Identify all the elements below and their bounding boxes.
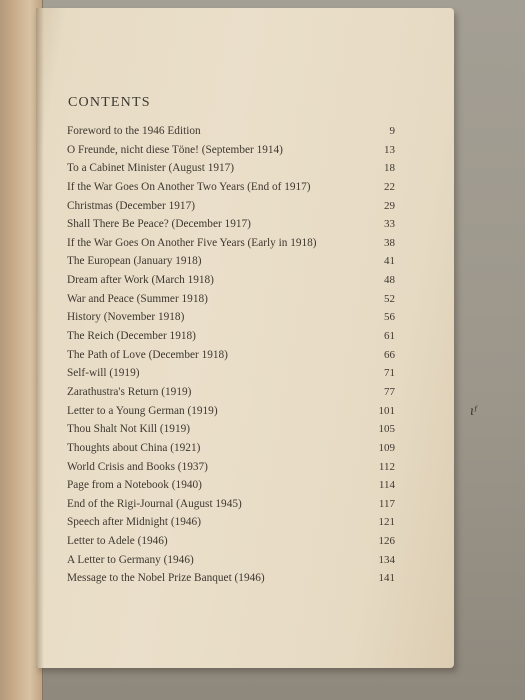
toc-entry (67, 215, 395, 234)
toc-entry-title: War and Peace (Summer 1918) (67, 292, 208, 305)
toc-entry-title: Foreword to the 1946 Edition (67, 125, 201, 137)
toc-entry (67, 495, 395, 514)
toc-entry-title: World Crisis and Books (1937) (67, 460, 208, 473)
toc-entry-title: If the War Goes On Another Two Years (End of 1917) (67, 180, 311, 193)
toc-entry (67, 234, 395, 253)
toc-entry-title: Page from a Notebook (1940) (67, 479, 202, 492)
toc-entry (67, 439, 395, 458)
toc-entry-page: 141 (378, 572, 395, 585)
toc-entry (67, 122, 395, 141)
toc-entry-title: Message to the Nobel Prize Banquet (1946) (67, 572, 265, 585)
toc-entry (67, 364, 395, 383)
toc-entry-page: 126 (378, 535, 395, 548)
toc-entry-title: Speech after Midnight (1946) (67, 516, 201, 529)
toc-entry-page: 71 (384, 367, 395, 380)
toc-entry-page: 134 (378, 553, 395, 566)
toc-entry-page: 101 (378, 404, 395, 417)
toc-entry-page: 61 (384, 330, 395, 343)
toc-entry-title: The Path of Love (December 1918) (67, 348, 228, 361)
toc-entry (67, 252, 395, 271)
toc-entry-title: If the War Goes On Another Five Years (Early in 1918) (67, 236, 317, 249)
toc-entry-title: O Freunde, nicht diese Töne! (September 1914) (67, 143, 283, 156)
toc-entry-title: Christmas (December 1917) (67, 199, 195, 212)
toc-entry-title: The European (January 1918) (67, 255, 202, 268)
toc-entry-page: 38 (384, 236, 395, 249)
toc-entry (67, 290, 395, 309)
toc-entry-page: 13 (384, 143, 395, 156)
toc-entry-title: Shall There Be Peace? (December 1917) (67, 218, 251, 231)
toc-entry-page: 48 (384, 274, 395, 287)
toc-entry-page: 22 (384, 180, 395, 193)
toc-entry (67, 569, 395, 588)
page-gutter-shadow (36, 8, 44, 668)
toc-entry-page: 117 (378, 497, 395, 510)
toc-entry-page: 41 (384, 255, 395, 268)
toc-entry-title: Thou Shalt Not Kill (1919) (67, 423, 191, 436)
toc-entry (67, 159, 395, 178)
toc-entry (67, 346, 395, 365)
toc-entry-page: 105 (378, 423, 395, 436)
toc-entry-page: 109 (378, 441, 395, 454)
toc-entry (67, 551, 395, 570)
toc-entry-page: 66 (384, 348, 395, 361)
toc-entry-page: 9 (389, 125, 395, 137)
toc-entry (67, 178, 395, 197)
toc-entry-title: End of the Rigi-Journal (August 1945) (67, 497, 242, 510)
toc-entry (67, 402, 395, 421)
toc-entry-title: The Reich (December 1918) (67, 330, 196, 343)
contents-heading: CONTENTS (68, 95, 151, 110)
toc-entry (67, 271, 395, 290)
toc-entry-title: To a Cabinet Minister (August 1917) (67, 162, 235, 175)
toc-entry-page: 114 (378, 479, 395, 492)
toc-entry-page: 56 (384, 311, 395, 324)
toc-entry (67, 383, 395, 402)
toc-entry-title: A Letter to Germany (1946) (67, 553, 194, 566)
toc-entry (67, 308, 395, 327)
toc-entry-page: 29 (384, 199, 395, 212)
toc-entry-title: Letter to Adele (1946) (67, 535, 168, 548)
toc-entry-title: Letter to a Young German (1919) (67, 404, 218, 417)
toc-entry (67, 513, 395, 532)
toc-entry-title: Dream after Work (March 1918) (67, 274, 214, 287)
toc-entry (67, 141, 395, 160)
pencil-margin-mark: ɩᶠ (469, 403, 478, 420)
toc-entry (67, 327, 395, 346)
toc-entry-page: 77 (384, 385, 395, 398)
toc-entry (67, 197, 395, 216)
toc-entry-page: 121 (378, 516, 395, 529)
toc-entry-page: 52 (384, 292, 395, 305)
toc-entry (67, 420, 395, 439)
toc-entry (67, 476, 395, 495)
toc-entry-page: 33 (384, 218, 395, 231)
toc-entry-page: 112 (378, 460, 395, 473)
toc-entry (67, 458, 395, 477)
toc-entry-title: History (November 1918) (67, 311, 185, 324)
toc-entry-title: Thoughts about China (1921) (67, 441, 201, 454)
toc-entry-title: Zarathustra's Return (1919) (67, 385, 192, 398)
toc-entry (67, 532, 395, 551)
toc-entry-title: Self-will (1919) (67, 367, 140, 380)
toc-entry-page: 18 (384, 162, 395, 175)
table-of-contents (67, 122, 395, 588)
